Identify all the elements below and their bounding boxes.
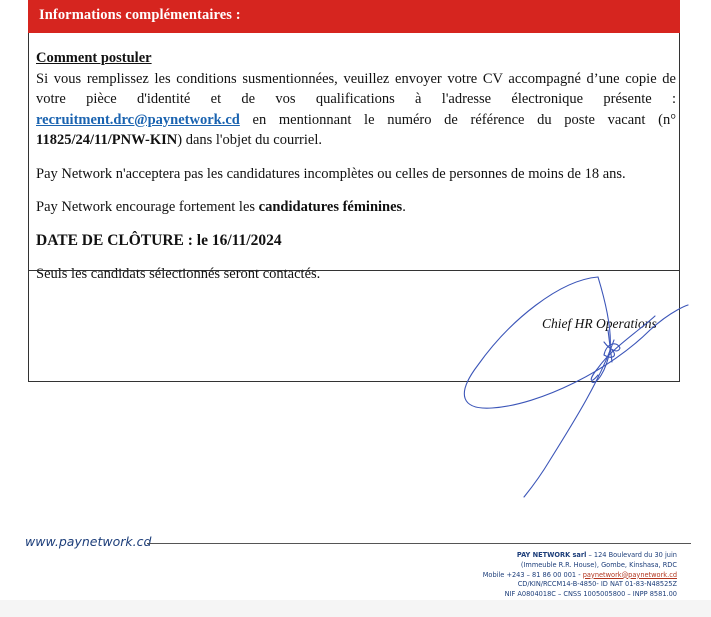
contact-email-link[interactable]: paynetwork@paynetwork.cd bbox=[582, 570, 677, 579]
how-to-apply-paragraph: Si vous remplissez les conditions susmentionnées, veuillez envoyer votre CV accompagné d’une copie de votre pièce d'identité et de vos qualifications à l'adresse électronique présente : recruitment.drc@paynetwork.cd en mentionnant le numéro de référence du poste vacant (n° 11825/24/11/PNW-KIN) dans l'objet du courriel. bbox=[36, 70, 676, 148]
incomplete-applications-notice: Pay Network n'acceptera pas les candidatures incomplètes ou celles de personnes de moins de 18 ans. bbox=[36, 165, 626, 182]
footer-rule bbox=[147, 543, 691, 544]
address-line-1: PAY NETWORK sarl – 124 Boulevard du 30 juin bbox=[516, 551, 677, 559]
selected-candidates-notice: Seuls les candidats sélectionnés seront contactés. bbox=[36, 266, 321, 282]
address-line-2: (Immeuble R.R. House), Gombe, Kinshasa, RDC bbox=[520, 560, 677, 569]
signatory-title: Chief HR Operations bbox=[542, 316, 657, 331]
address-line-4: CD/KIN/RCCM14-B-4850- ID NAT 01-83-N48525Z bbox=[517, 580, 677, 589]
company-address-block bbox=[483, 551, 677, 600]
section-header bbox=[28, 0, 680, 33]
section-header-title: Informations complémentaires : bbox=[39, 7, 241, 23]
how-to-apply-heading: Comment postuler bbox=[36, 50, 152, 66]
page-bottom-edge bbox=[0, 600, 711, 617]
women-applications-notice: Pay Network encourage fortement les candidatures féminines. bbox=[36, 199, 406, 215]
recruitment-email-link[interactable]: recruitment.drc@paynetwork.cd bbox=[36, 111, 240, 128]
job-reference: 11825/24/11/PNW-KIN bbox=[36, 132, 178, 148]
address-line-3: Mobile +243 – 81 86 00 001 - paynetwork@paynetwork.cd bbox=[482, 570, 677, 579]
section-content bbox=[36, 48, 676, 285]
closing-date: DATE DE CLÔTURE : le 16/11/2024 bbox=[36, 231, 282, 249]
footer-website-link[interactable]: www.paynetwork.cd bbox=[25, 534, 152, 549]
section-divider bbox=[28, 270, 680, 271]
address-line-5: NIF A0804018C – CNSS 1005005800 – INPP 8581.00 bbox=[504, 590, 677, 599]
